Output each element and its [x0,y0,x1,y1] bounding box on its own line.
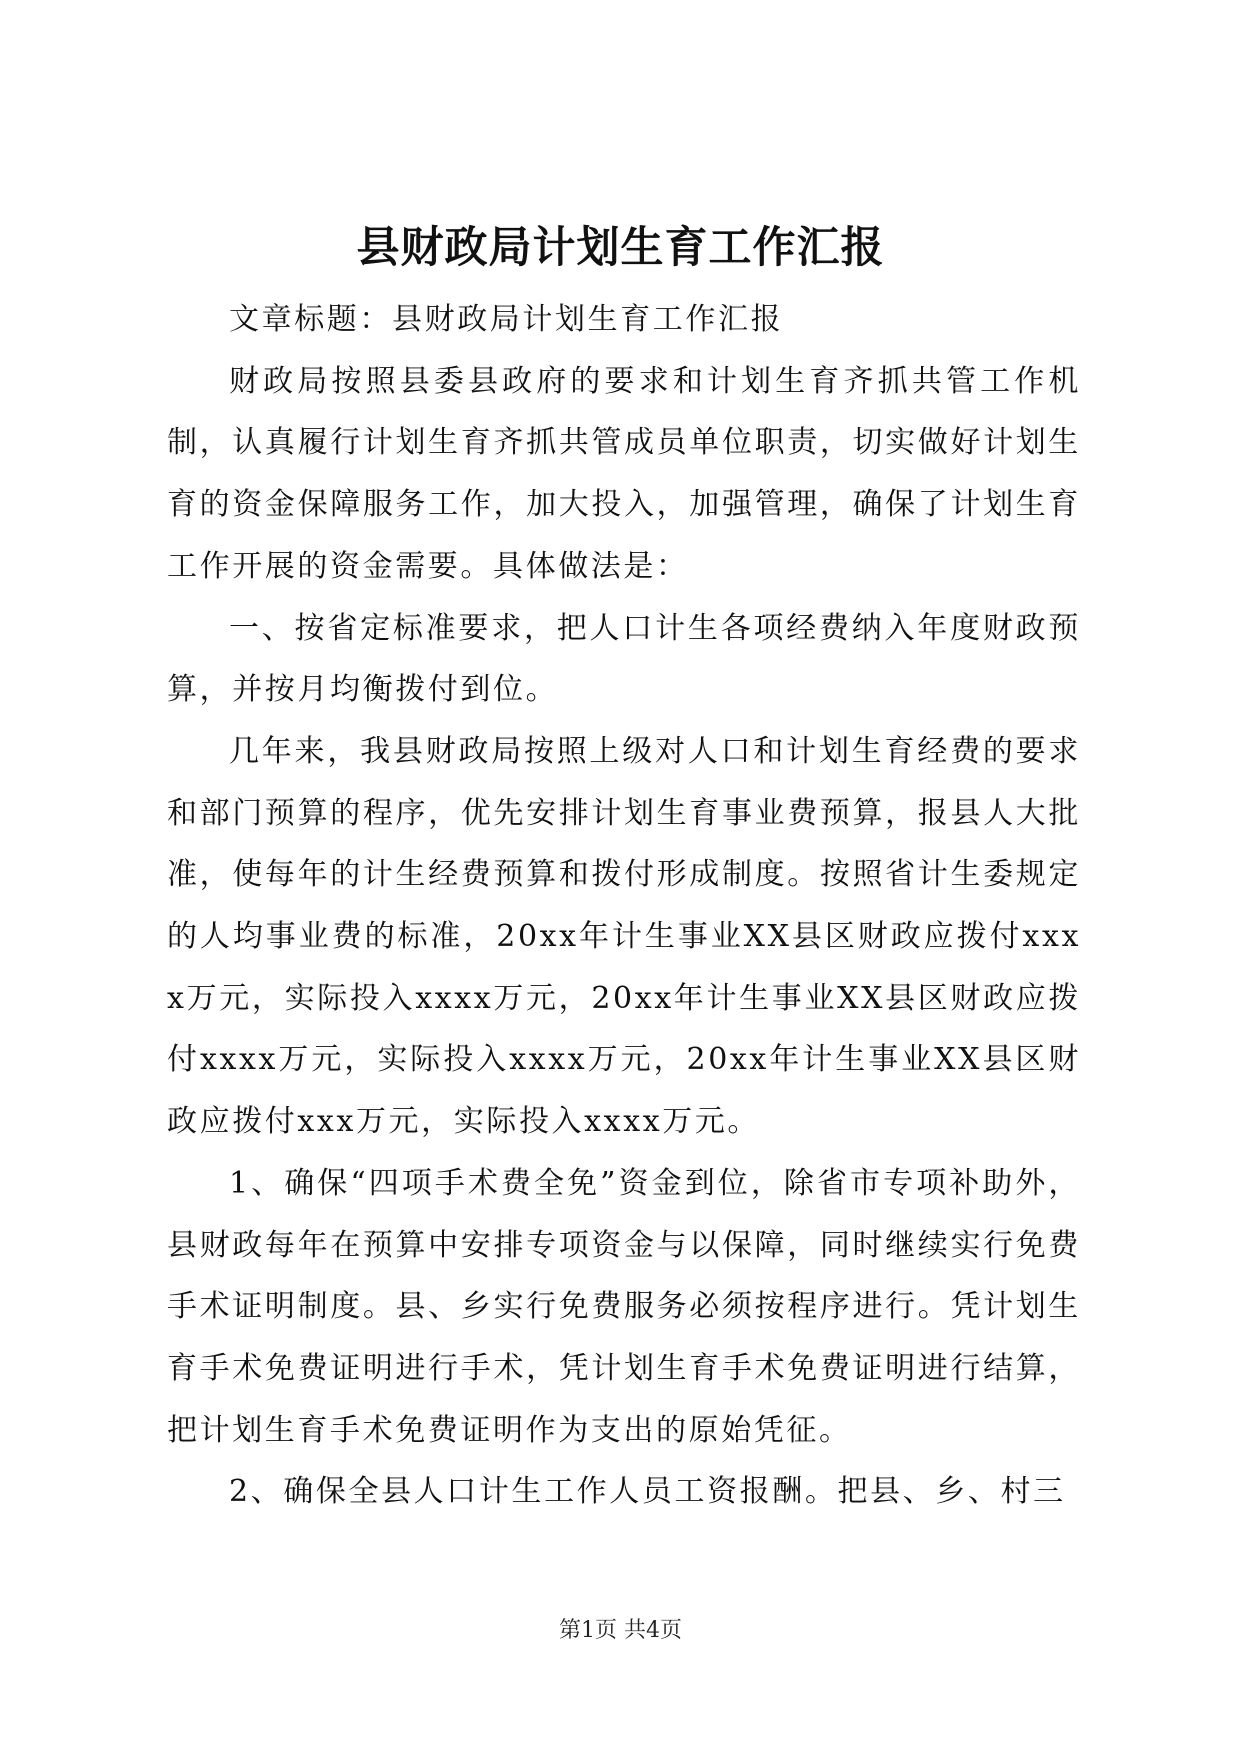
paragraph-item-two: 2、确保全县人口计生工作人员工资报酬。把县、乡、村三 [229,1474,1066,1510]
document-title: 县财政局计划生育工作汇报 [356,223,885,273]
page-footer: 第1页 共4页 [559,1618,682,1643]
paragraph-article-title: 文章标题：县财政局计划生育工作汇报 [229,302,784,337]
paragraph-item-one: 1、确保“四项手术费全免”资金到位，除省市专项补助外，县财政每年在预算中安排专项资金与以保障，同时继续实行免费手术证明制度。县、乡实行免费服务必须按程序进行。凭计划生育手术免费证明进行手术，凭计划生育手术免费证明进行结算，把计划生育手术免费证明作为支出的原始凭征。 [167,1165,1081,1448]
paragraph-funding-details: 几年来，我县财政局按照上级对人口和计划生育经费的要求和部门预算的程序，优先安排计划生育事业费预算，报县人大批准，使每年的计生经费预算和拨付形成制度。按照省计生委规定的人均事业费的标准，20xx年计生事业XX县区财政应拨付xxxx万元，实际投入xxxx万元，20xx年计生事业XX县区财政应拨付xxxx万元，实际投入xxxx万元，20xx年计生事业XX县区财政应拨付xxx万元，实际投入xxxx万元。 [167,733,1081,1140]
paragraph-intro: 财政局按照县委县政府的要求和计划生育齐抓共管工作机制，认真履行计划生育齐抓共管成员单位职责，切实做好计划生育的资金保障服务工作，加大投入，加强管理，确保了计划生育工作开展的资金需要。具体做法是： [167,363,1081,584]
document-body [167,289,1081,1523]
paragraph-section-one: 一、按省定标准要求，把人口计生各项经费纳入年度财政预算，并按月均衡拨付到位。 [167,610,1081,708]
